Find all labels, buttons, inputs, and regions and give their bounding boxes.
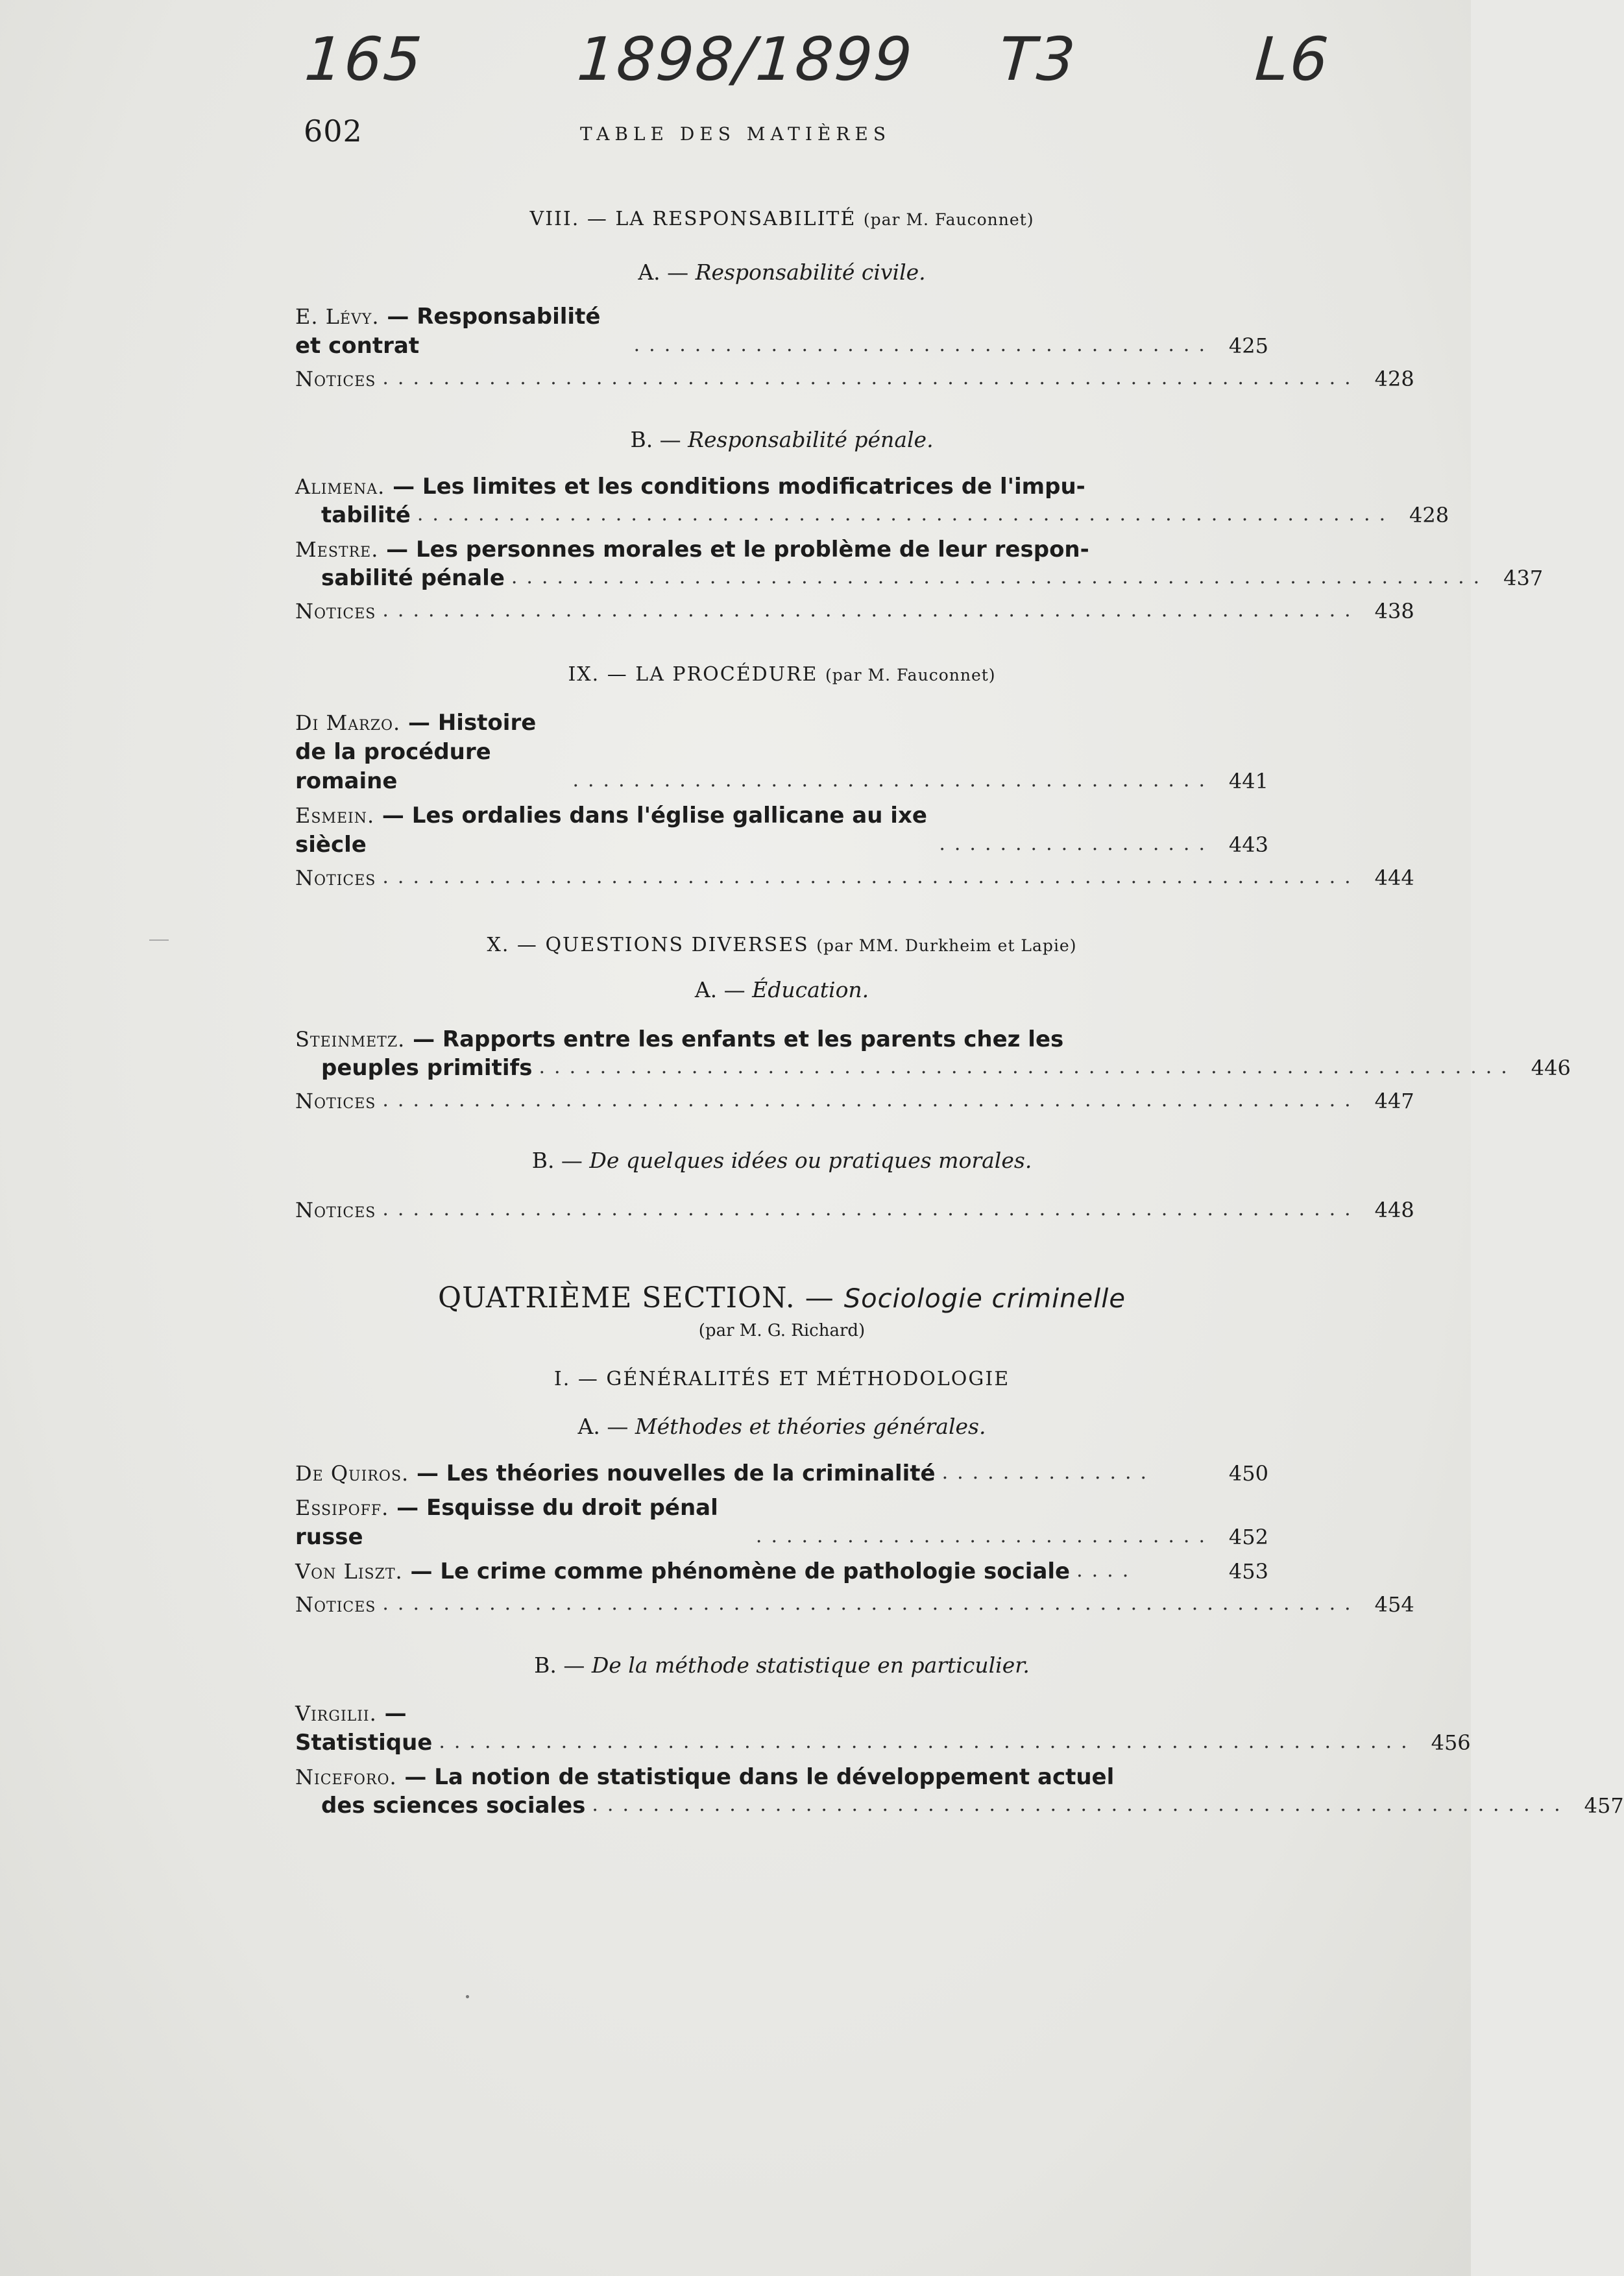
toc-entry: Notices ................................................................ 454 [295,1592,1414,1617]
toc-entry-continuation: tabilité ................................................................ 428 [321,502,1449,528]
toc-entry-continuation: peuples primitifs ................................................................ 446 [321,1055,1571,1081]
toc-entry: Notices ................................................................ 438 [295,599,1414,623]
toc-entry-continuation: des sciences sociales ................................................................ 457 [321,1793,1624,1819]
paper-speck [466,1995,469,1998]
section-heading: VIII. — LA RESPONSABILITÉ (par M. Fauconnet) [529,208,1034,230]
subsection-heading: A. — Méthodes et théories générales. [577,1414,986,1439]
subsection-heading: A. — Responsabilité civile. [638,260,926,285]
handwritten-annotation: 165 [302,25,426,94]
toc-entry: De Quiros. — Les théories nouvelles de la criminalité .............. 450 [295,1460,1268,1486]
subsection-heading: A. — Éducation. [694,977,869,1002]
toc-entry: Niceforo. — La notion de statistique dans le développement actuel [295,1764,1115,1790]
toc-entry: E. Lévy. — Responsabilité et contrat ...................................... 425 [295,304,1268,359]
handwritten-annotation: T3 [997,25,1079,94]
section-author: (par M. G. Richard) [698,1321,866,1340]
toc-entry: Mestre. — Les personnes morales et le problème de leur respon- [295,537,1089,563]
page-number: 602 [304,114,363,149]
toc-entry: Notices ................................................................ 444 [295,866,1414,890]
toc-entry-continuation: sabilité pénale ................................................................ 437 [321,565,1544,591]
toc-entry: Von Liszt. — Le crime comme phénomène de pathologie sociale .... 453 [295,1558,1268,1584]
toc-entry: Essipoff. — Esquisse du droit pénal russe .............................. 452 [295,1495,1268,1550]
section-heading: X. — QUESTIONS DIVERSES (par MM. Durkheim et Lapie) [487,934,1077,956]
section-heading: I. — GÉNÉRALITÉS ET MÉTHODOLOGIE [553,1368,1010,1390]
toc-entry: Di Marzo. — Histoire de la procédure romaine .......................................... 441 [295,710,1268,794]
subsection-heading: B. — Responsabilité pénale. [630,427,934,452]
toc-entry: Esmein. — Les ordalies dans l'église gallicane au ixe siècle .................. 443 [295,803,1268,858]
running-title: TABLE DES MATIÈRES [579,123,891,145]
section-title: QUATRIÈME SECTION. — Sociologie criminelle [438,1281,1126,1314]
handwritten-annotation: 1898/1899 [575,25,916,94]
subsection-heading: B. — De la méthode statistique en particulier. [534,1653,1030,1678]
paper-mark [149,939,169,941]
toc-entry: Notices ................................................................ 448 [295,1198,1414,1222]
toc-entry: Notices ................................................................ 428 [295,367,1414,391]
toc-entry: Notices ................................................................ 447 [295,1089,1414,1113]
table-of-contents [295,208,1624,1820]
handwritten-annotation: L6 [1253,25,1332,94]
toc-entry: Alimena. — Les limites et les conditions modificatrices de l'impu- [295,474,1085,500]
section-heading: IX. — LA PROCÉDURE (par M. Fauconnet) [568,663,996,686]
toc-entry: Virgilii. — Statistique ................................................................ 456 [295,1701,1471,1756]
toc-entry: Steinmetz. — Rapports entre les enfants et les parents chez les [295,1026,1064,1052]
subsection-heading: B. — De quelques idées ou pratiques morales. [531,1148,1032,1173]
